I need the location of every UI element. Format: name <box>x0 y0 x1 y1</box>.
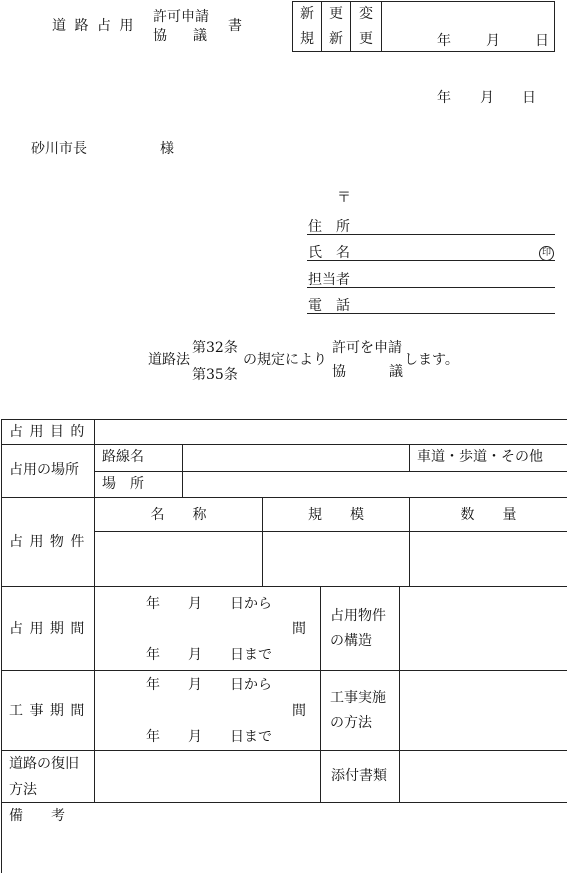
statement-article-35: 第35条 <box>192 367 238 383</box>
box-date-day: 日 <box>535 33 549 49</box>
title-option-permit: 許可申請 <box>153 9 209 25</box>
object-qty-field[interactable] <box>411 533 565 585</box>
date-year: 年 <box>437 90 451 106</box>
place-label: 占用の場所 <box>9 462 79 478</box>
statement-law: 道路法 <box>148 352 190 368</box>
statement-ending: します。 <box>404 352 459 368</box>
method-label-2: の方法 <box>330 715 372 731</box>
title-suffix: 書 <box>228 18 242 34</box>
objects-label: 占 用 物 件 <box>9 534 86 550</box>
remarks-label: 備 考 <box>9 808 65 824</box>
purpose-label: 占 用 目 的 <box>9 424 86 440</box>
address-line <box>307 234 555 235</box>
work-to: 年 月 日まで <box>146 729 272 745</box>
object-name-field[interactable] <box>96 533 260 585</box>
purpose-field[interactable] <box>96 421 564 443</box>
phone-line <box>307 313 555 314</box>
contact-label: 担当者 <box>308 272 350 288</box>
structure-label-1: 占用物件 <box>330 608 386 624</box>
period-from: 年 月 日から <box>146 596 272 612</box>
period-label: 占 用 期 間 <box>9 621 86 637</box>
col-scale-header: 規 模 <box>308 506 364 523</box>
col-name-header: 名 称 <box>150 506 207 523</box>
period-span: 間 <box>292 621 306 637</box>
kind-change-top: 変 <box>359 6 373 22</box>
restore-field[interactable] <box>96 752 318 801</box>
address-label: 住 所 <box>308 219 350 235</box>
work-label: 工 事 期 間 <box>9 703 86 719</box>
title-option-consult: 協 議 <box>153 28 213 44</box>
attach-label: 添付書類 <box>331 768 387 784</box>
method-label-1: 工事実施 <box>330 690 386 706</box>
contact-line <box>307 287 555 288</box>
kind-change-bottom: 更 <box>359 31 373 47</box>
kind-renew-top: 更 <box>329 6 343 22</box>
structure-label-2: の構造 <box>330 633 372 649</box>
addressee-name: 砂川市長 <box>31 141 87 157</box>
name-line <box>307 260 555 261</box>
box-date-month: 月 <box>486 33 500 49</box>
seal-mark: 印 <box>539 246 554 261</box>
statement-action-apply: 許可を申請 <box>332 340 402 356</box>
kind-new-bottom: 規 <box>300 31 314 47</box>
route-field[interactable] <box>184 446 408 470</box>
object-scale-field[interactable] <box>264 533 407 585</box>
road-type-label: 車道・歩道・その他 <box>417 449 543 465</box>
location-field[interactable] <box>184 473 564 496</box>
kind-new-top: 新 <box>300 6 314 22</box>
phone-label: 電 話 <box>308 298 350 314</box>
box-date-year: 年 <box>437 33 451 49</box>
structure-field[interactable] <box>401 588 565 669</box>
date-month: 月 <box>480 90 494 106</box>
date-day: 日 <box>522 90 536 106</box>
location-label: 場 所 <box>102 476 144 492</box>
work-from: 年 月 日から <box>146 677 272 693</box>
statement-article-32: 第32条 <box>192 340 238 356</box>
work-span: 間 <box>292 703 306 719</box>
restore-label-2: 方法 <box>9 782 37 798</box>
title-main: 道 路 占 用 <box>52 18 136 34</box>
statement-middle: の規定により <box>243 352 327 368</box>
remarks-field[interactable] <box>3 828 565 872</box>
method-field[interactable] <box>401 672 565 749</box>
addressee-honorific: 様 <box>160 141 174 157</box>
period-to: 年 月 日まで <box>146 647 272 663</box>
postal-mark: 〒 <box>337 190 351 206</box>
restore-label-1: 道路の復旧 <box>9 756 79 772</box>
kind-renew-bottom: 新 <box>329 31 343 47</box>
name-label: 氏 名 <box>308 245 350 261</box>
statement-action-consult-2: 議 <box>389 364 403 380</box>
route-label: 路線名 <box>102 449 144 465</box>
statement-action-consult-1: 協 <box>332 364 346 380</box>
col-qty-header: 数 量 <box>460 506 517 523</box>
attach-field[interactable] <box>401 752 565 801</box>
